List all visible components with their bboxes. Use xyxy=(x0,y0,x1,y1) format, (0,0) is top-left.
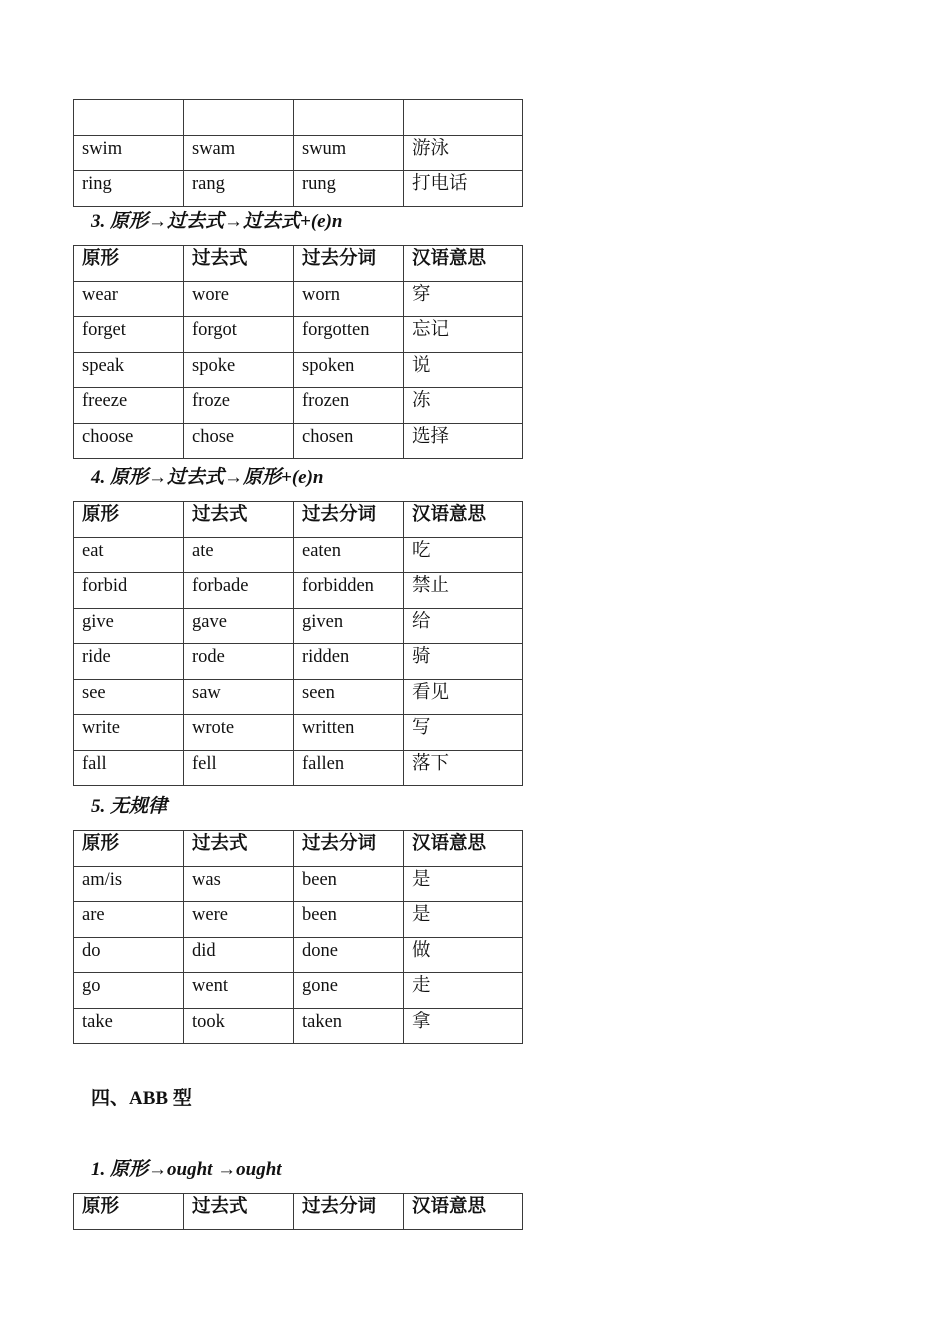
verb-table-group-4 xyxy=(73,501,523,786)
past-tense-cell: wore xyxy=(184,281,294,317)
meaning-cell: 写 xyxy=(404,715,523,751)
past-participle-cell: forbidden xyxy=(294,573,404,609)
base-form-cell: give xyxy=(74,608,184,644)
column-header: 汉语意思 xyxy=(404,502,523,538)
table-row xyxy=(74,135,523,171)
table-row xyxy=(74,866,523,902)
past-tense-cell: forgot xyxy=(184,317,294,353)
column-header: 过去分词 xyxy=(294,502,404,538)
past-tense-cell: went xyxy=(184,973,294,1009)
past-participle-cell: eaten xyxy=(294,537,404,573)
past-participle-cell: written xyxy=(294,715,404,751)
meaning-cell: 拿 xyxy=(404,1008,523,1044)
table-header-row xyxy=(74,1194,523,1230)
meaning-cell: 选择 xyxy=(404,423,523,459)
column-header: 过去式 xyxy=(184,246,294,282)
section-4-title: 四、ABB 型 xyxy=(91,1088,192,1109)
past-tense-cell: ate xyxy=(184,537,294,573)
base-form-cell: speak xyxy=(74,352,184,388)
table-row xyxy=(74,679,523,715)
past-tense-cell: spoke xyxy=(184,352,294,388)
past-tense-cell: gave xyxy=(184,608,294,644)
base-form-cell: do xyxy=(74,937,184,973)
base-form-cell: take xyxy=(74,1008,184,1044)
past-tense-cell: froze xyxy=(184,388,294,424)
meaning-cell: 看见 xyxy=(404,679,523,715)
column-header: 原形 xyxy=(74,502,184,538)
meaning-cell: 打电话 xyxy=(404,171,523,207)
column-header: 原形 xyxy=(74,246,184,282)
past-tense-cell xyxy=(184,100,294,136)
table-row xyxy=(74,388,523,424)
table-row xyxy=(74,281,523,317)
table-row xyxy=(74,937,523,973)
past-participle-cell: forgotten xyxy=(294,317,404,353)
base-form-cell: freeze xyxy=(74,388,184,424)
base-form-cell xyxy=(74,100,184,136)
table-row xyxy=(74,171,523,207)
column-header: 汉语意思 xyxy=(404,246,523,282)
past-tense-cell: rode xyxy=(184,644,294,680)
column-header: 过去分词 xyxy=(294,831,404,867)
past-participle-cell: been xyxy=(294,866,404,902)
column-header: 过去式 xyxy=(184,831,294,867)
past-participle-cell: frozen xyxy=(294,388,404,424)
table-row xyxy=(74,608,523,644)
table-header-row xyxy=(74,246,523,282)
column-header: 过去分词 xyxy=(294,246,404,282)
base-form-cell: am/is xyxy=(74,866,184,902)
verb-table-group-5 xyxy=(73,830,523,1044)
meaning-cell: 说 xyxy=(404,352,523,388)
column-header: 原形 xyxy=(74,1194,184,1230)
base-form-cell: see xyxy=(74,679,184,715)
table-row xyxy=(74,902,523,938)
meaning-cell: 走 xyxy=(404,973,523,1009)
meaning-cell: 做 xyxy=(404,937,523,973)
section-4-group-1-heading: 1. 原形→ought →ought xyxy=(91,1159,282,1180)
table-row xyxy=(74,973,523,1009)
past-tense-cell: chose xyxy=(184,423,294,459)
meaning-cell: 穿 xyxy=(404,281,523,317)
base-form-cell: wear xyxy=(74,281,184,317)
group-3-heading: 3. 原形→过去式→过去式+(e)n xyxy=(91,211,343,232)
base-form-cell: ring xyxy=(74,171,184,207)
past-tense-cell: took xyxy=(184,1008,294,1044)
past-participle-cell: been xyxy=(294,902,404,938)
table-row xyxy=(74,317,523,353)
past-participle-cell: given xyxy=(294,608,404,644)
past-tense-cell: rang xyxy=(184,171,294,207)
table-row xyxy=(74,352,523,388)
past-tense-cell: swam xyxy=(184,135,294,171)
meaning-cell: 落下 xyxy=(404,750,523,786)
past-participle-cell: rung xyxy=(294,171,404,207)
past-tense-cell: fell xyxy=(184,750,294,786)
table-row xyxy=(74,537,523,573)
meaning-cell: 冻 xyxy=(404,388,523,424)
column-header: 过去分词 xyxy=(294,1194,404,1230)
meaning-cell: 吃 xyxy=(404,537,523,573)
past-participle-cell: swum xyxy=(294,135,404,171)
base-form-cell: eat xyxy=(74,537,184,573)
table-row xyxy=(74,1008,523,1044)
past-tense-cell: forbade xyxy=(184,573,294,609)
past-participle-cell: done xyxy=(294,937,404,973)
meaning-cell: 是 xyxy=(404,866,523,902)
base-form-cell: forbid xyxy=(74,573,184,609)
meaning-cell: 禁止 xyxy=(404,573,523,609)
table-header-row xyxy=(74,831,523,867)
base-form-cell: fall xyxy=(74,750,184,786)
verb-table-group-3 xyxy=(73,245,523,459)
base-form-cell: swim xyxy=(74,135,184,171)
table-row xyxy=(74,644,523,680)
past-tense-cell: were xyxy=(184,902,294,938)
column-header: 过去式 xyxy=(184,502,294,538)
group-4-heading: 4. 原形→过去式→原形+(e)n xyxy=(91,467,324,488)
meaning-cell xyxy=(404,100,523,136)
past-participle-cell: gone xyxy=(294,973,404,1009)
past-participle-cell: ridden xyxy=(294,644,404,680)
table-row xyxy=(74,100,523,136)
meaning-cell: 骑 xyxy=(404,644,523,680)
base-form-cell: go xyxy=(74,973,184,1009)
table-row xyxy=(74,423,523,459)
past-participle-cell: taken xyxy=(294,1008,404,1044)
table-row xyxy=(74,750,523,786)
past-tense-cell: wrote xyxy=(184,715,294,751)
past-participle-cell: worn xyxy=(294,281,404,317)
base-form-cell: write xyxy=(74,715,184,751)
verb-table-section-4-group-1 xyxy=(73,1193,523,1230)
past-tense-cell: did xyxy=(184,937,294,973)
past-participle-cell xyxy=(294,100,404,136)
past-participle-cell: fallen xyxy=(294,750,404,786)
meaning-cell: 忘记 xyxy=(404,317,523,353)
past-participle-cell: chosen xyxy=(294,423,404,459)
base-form-cell: forget xyxy=(74,317,184,353)
column-header: 汉语意思 xyxy=(404,1194,523,1230)
meaning-cell: 给 xyxy=(404,608,523,644)
base-form-cell: choose xyxy=(74,423,184,459)
table-header-row xyxy=(74,502,523,538)
column-header: 原形 xyxy=(74,831,184,867)
meaning-cell: 游泳 xyxy=(404,135,523,171)
base-form-cell: ride xyxy=(74,644,184,680)
past-tense-cell: was xyxy=(184,866,294,902)
group-5-heading: 5. 无规律 xyxy=(91,796,168,817)
past-participle-cell: seen xyxy=(294,679,404,715)
meaning-cell: 是 xyxy=(404,902,523,938)
table-row xyxy=(74,715,523,751)
past-tense-cell: saw xyxy=(184,679,294,715)
verb-table-continued xyxy=(73,99,523,207)
past-participle-cell: spoken xyxy=(294,352,404,388)
column-header: 汉语意思 xyxy=(404,831,523,867)
base-form-cell: are xyxy=(74,902,184,938)
column-header: 过去式 xyxy=(184,1194,294,1230)
table-row xyxy=(74,573,523,609)
